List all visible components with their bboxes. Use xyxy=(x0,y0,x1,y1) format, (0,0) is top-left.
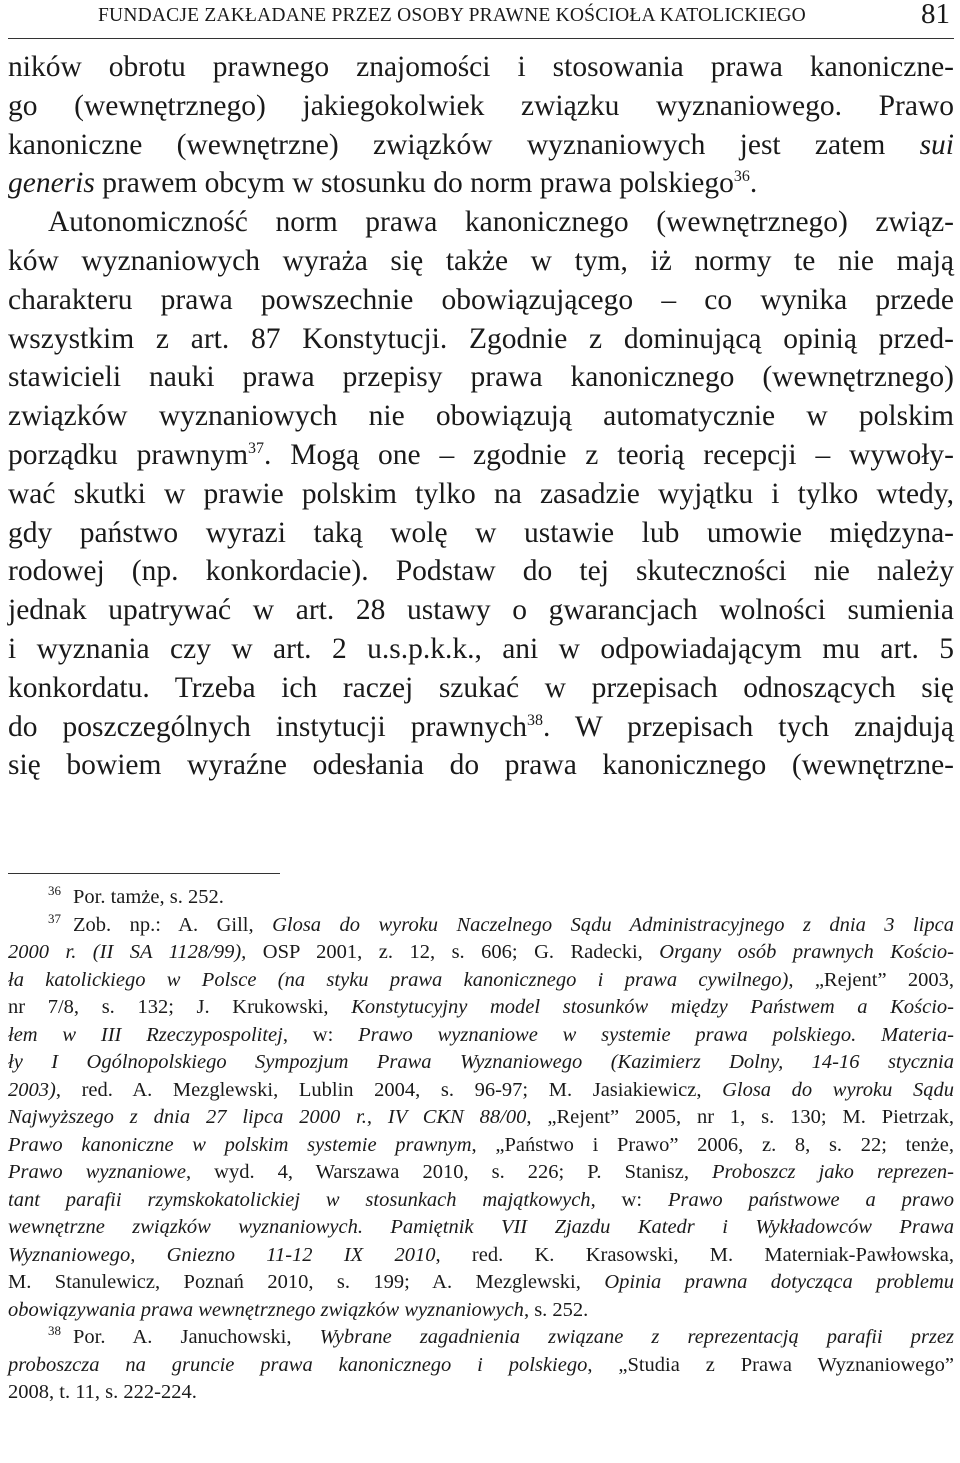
footnote-line: obowiązywania prawa wewnętrznego związków wyznaniowych, s. 252. xyxy=(8,1298,589,1321)
footnote-number: 37 xyxy=(48,910,61,926)
text-line: gdy państwo wyrazi taką wolę w ustawie lub umowie międzyna- xyxy=(8,516,954,549)
footnote-number: 36 xyxy=(48,883,61,898)
text-line: kanoniczne (wewnętrzne) związków wyznaniowych jest zatem sui xyxy=(8,128,954,161)
footnote-line: tant parafii rzymskokatolickiej w stosunkach majątkowych, w: Prawo państwowe a prawo xyxy=(8,1188,954,1211)
footnote-line: wewnętrzne związków wyznaniowych. Pamiętnik VII Zjazdu Katedr i Wykładowców Prawa xyxy=(8,1216,954,1238)
footnote-line: Prawo kanoniczne w polskim systemie prawnym, „Państwo i Prawo” 2006, z. 8, s. 22; tenże, xyxy=(8,1133,954,1156)
footnote-line: 2000 r. (II SA 1128/99), OSP 2001, z. 12, s. 606; G. Radecki, Organy osób prawnych Kościo- xyxy=(8,941,954,963)
footnote-line: Wyznaniowego, Gniezno 11-12 IX 2010, red. K. Krasowski, M. Materniak-Pawłowska, xyxy=(8,1243,954,1266)
text-line: go (wewnętrznego) jakiegokolwiek związku wyznaniowego. Prawo xyxy=(8,89,954,122)
text-line: się bowiem wyraźne odesłania do prawa kanonicznego (wewnętrzne- xyxy=(8,749,954,782)
running-header xyxy=(8,0,954,39)
text-line: wać skutki w prawie polskim tylko na zasadzie wyjątku i tylko wtedy, xyxy=(8,477,954,510)
text-line: porządku prawnym$^{37}$. Mogą one – zgodnie z teorią recepcji – wywoły- xyxy=(8,438,954,471)
footnote-line: ła katolickiego w Polsce (na styku prawa kanonicznego i prawa cywilnego), „Rejent” 2003, xyxy=(8,968,954,991)
footnote-ref-38: 38 xyxy=(527,711,544,729)
text-line: stawicieli nauki prawa przepisy prawa kanonicznego (wewnętrznego) xyxy=(8,361,954,394)
footnote-37: $^{37}$ Zob. np.: A. Gill, Glosa do wyroku Naczelnego Sądu Administracyjnego z dnia 3 lipca xyxy=(48,910,954,936)
text-line: jednak upatrywać w art. 28 ustawy o gwarancjach wolności sumienia xyxy=(8,594,954,627)
footnote-line: ły I Ogólnopolskiego Sympozjum Prawa Wyznaniowego (Kazimierz Dolny, 14-16 stycznia xyxy=(8,1051,954,1073)
footnote-line: 2003), red. A. Mezglewski, Lublin 2004, s. 96-97; M. Jasiakiewicz, Glosa do wyroku Sądu xyxy=(8,1078,954,1101)
footnote-38: $^{38}$ Por. A. Januchowski, Wybrane zagadnienia związane z reprezentacją parafii przez xyxy=(48,1323,954,1348)
text-line: i wyznania czy w art. 2 u.s.p.k.k., ani w odpowiadającym mu art. 5 xyxy=(8,632,954,665)
footnotes xyxy=(8,884,954,1407)
footnote-line: 2008, t. 11, s. 222-224. xyxy=(8,1381,197,1403)
footnote-36: $^{36}$ Por. tamże, s. 252. xyxy=(48,883,224,908)
running-head-title: FUNDACJE ZAKŁADANE PRZEZ OSOBY PRAWNE KOŚCIOŁA KATOLICKIEGO xyxy=(98,5,806,26)
footnote-line: Najwyższego z dnia 27 lipca 2000 r., IV CKN 88/00, „Rejent” 2005, nr 1, s. 130; M. Pietrzak, xyxy=(8,1106,954,1128)
footnote-line: nr 7/8, s. 132; J. Krukowski, Konstytucyjny model stosunków między Państwem a Kościo- xyxy=(8,996,954,1018)
footnote-line: łem w III Rzeczypospolitej, w: Prawo wyznaniowe w systemie prawa polskiego. Materia- xyxy=(8,1023,954,1046)
footnote-line: proboszcza na gruncie prawa kanonicznego i polskiego, „Studia z Prawa Wyznaniowego” xyxy=(8,1353,954,1376)
footnote-ref-37: 37 xyxy=(248,439,265,457)
footnote-separator xyxy=(8,873,280,874)
main-text xyxy=(8,48,954,785)
text-line: konkordatu. Trzeba ich raczej szukać w przepisach odnoszących się xyxy=(8,671,954,704)
text-line: do poszczególnych instytucji prawnych$^{38}$. W przepisach tych znajdują xyxy=(8,710,954,743)
footnote-line: Prawo wyznaniowe, wyd. 4, Warszawa 2010, s. 226; P. Stanisz, Proboszcz jako reprezen- xyxy=(8,1161,954,1183)
page-number: 81 xyxy=(921,0,950,30)
text-line: związków wyznaniowych nie obowiązują automatycznie w polskim xyxy=(8,400,954,433)
footnote-line: M. Stanulewicz, Poznań 2010, s. 199; A. Mezglewski, Opinia prawna dotycząca problemu xyxy=(8,1271,955,1293)
text-line: ków wyznaniowych wyraża się także w tym, iż normy te nie mają xyxy=(8,244,954,277)
text-line: rodowej (np. konkordacie). Podstaw do tej skuteczności nie należy xyxy=(8,555,954,588)
text-line: generis prawem obcym w stosunku do norm prawa polskiego$^{36}$. xyxy=(8,167,758,200)
footnote-number: 38 xyxy=(48,1323,61,1338)
text-line: charakteru prawa powszechnie obowiązującego – co wynika przede xyxy=(8,283,954,316)
footnote-ref-36: 36 xyxy=(733,168,750,186)
text-line: ników obrotu prawnego znajomości i stosowania prawa kanoniczne- xyxy=(8,51,954,83)
text-line: wszystkim z art. 87 Konstytucji. Zgodnie z dominującą opinią przed- xyxy=(8,322,954,355)
text-line: Autonomiczność norm prawa kanonicznego (wewnętrznego) związ- xyxy=(48,206,954,239)
